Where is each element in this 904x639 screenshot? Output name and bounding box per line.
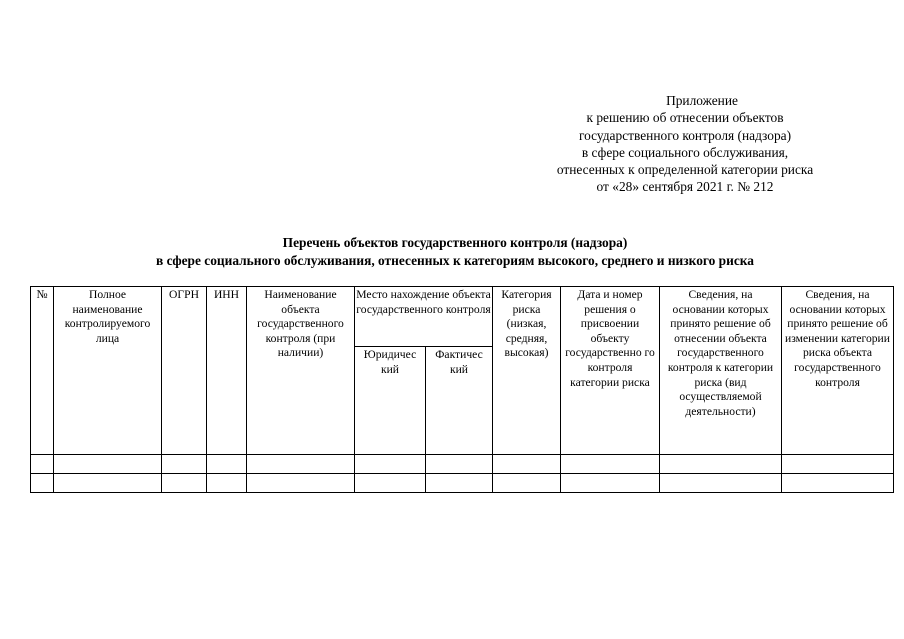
- table-cell: [355, 455, 426, 474]
- annex-block: [520, 92, 850, 196]
- header-risk-category: Категория риска (низкая, средняя, высокая): [493, 287, 561, 455]
- table-cell: [782, 474, 894, 493]
- table-cell: [247, 474, 355, 493]
- table-cell: [355, 474, 426, 493]
- risk-register-table: [30, 286, 894, 493]
- table-cell: [247, 455, 355, 474]
- table-cell: [493, 455, 561, 474]
- header-location-legal: Юридичес кий: [355, 347, 426, 455]
- table-cell: [207, 474, 247, 493]
- table-row: [31, 455, 894, 474]
- table-cell: [31, 474, 54, 493]
- table-cell: [660, 474, 782, 493]
- header-location: Место нахождение объекта государственного контроля: [355, 287, 493, 347]
- header-location-actual: Фактичес кий: [426, 347, 493, 455]
- header-assignment-info: Сведения, на основании которых принято решение об отнесении объекта государственного контроля к категории риска (вид осуществляемой деятельности): [660, 287, 782, 455]
- table-cell: [426, 455, 493, 474]
- annex-line: к решению об отнесении объектов: [586, 110, 784, 126]
- header-decision: Дата и номер решения о присвоении объекту государственно го контроля категории риска: [561, 287, 660, 455]
- table-cell: [660, 455, 782, 474]
- header-inn: ИНН: [207, 287, 247, 455]
- table-row: [31, 474, 894, 493]
- table-cell: [31, 455, 54, 474]
- table-cell: [561, 455, 660, 474]
- document-title: [60, 234, 850, 269]
- annex-line: Приложение: [666, 93, 738, 108]
- header-full-name: Полное наименование контролируемого лица: [54, 287, 162, 455]
- annex-line: отнесенных к определенной категории риска: [556, 162, 814, 178]
- table-cell: [561, 474, 660, 493]
- table-cell: [493, 474, 561, 493]
- header-ogrn: ОГРН: [162, 287, 207, 455]
- annex-line: в сфере социального обслуживания,: [581, 144, 789, 160]
- title-line: в сфере социального обслуживания, отнесенных к категориям высокого, среднего и низкого риска: [155, 252, 754, 268]
- table-cell: [207, 455, 247, 474]
- header-object-name: Наименование объекта государственного контроля (при наличии): [247, 287, 355, 455]
- annex-line: государственного контроля (надзора): [578, 127, 792, 143]
- table-header-row: [31, 287, 894, 347]
- title-line: Перечень объектов государственного контроля (надзора): [282, 235, 628, 250]
- header-change-info: Сведения, на основании которых принято решение об изменении категории риска объекта государственного контроля: [782, 287, 894, 455]
- header-number: №: [31, 287, 54, 455]
- table-cell: [162, 455, 207, 474]
- table-cell: [54, 474, 162, 493]
- table-cell: [162, 474, 207, 493]
- table-cell: [426, 474, 493, 493]
- table-cell: [782, 455, 894, 474]
- table-cell: [54, 455, 162, 474]
- annex-line: от «28» сентября 2021 г. № 212: [596, 179, 774, 195]
